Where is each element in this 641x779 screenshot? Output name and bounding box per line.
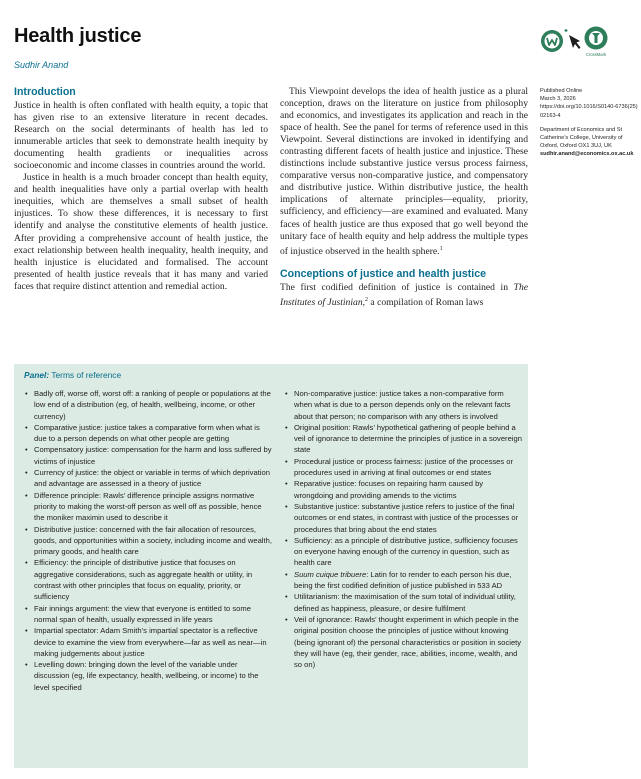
terms-of-reference-panel <box>14 364 528 768</box>
crossmark-label: CrossMark <box>585 52 607 57</box>
doi-link[interactable]: https://doi.org/10.1016/S0140-6736(25)02163-4 <box>540 104 638 119</box>
crossmark-icon[interactable] <box>583 25 609 59</box>
publication-info <box>540 87 638 120</box>
paragraph: Justice in health is a much broader concept than health equity, and health inequalities have only a partial overlap with health inequities, which are themselves a small subset of health injustices. To show these differences, it is necessary to first identify and analyse the constitutive elements of health justice. After providing a comprehensive account of health justice, the exact relationship between health inequality, health inequity, and health injustice is elucidated and formalised. The account presented of health justice reveals that it has many and varied faces that require distinct attention and remedial action. <box>14 172 268 292</box>
published-date: March 3, 2026 <box>540 96 576 103</box>
term-item: • Fair innings argument: the view that everyone is entitled to some normal span of health, usually expressed in life years <box>24 603 272 626</box>
term-item: • Utilitarianism: the maximisation of the sum total of individual utility, defined as happiness, pleasure, or desire fulfilment <box>284 591 524 614</box>
term-item: • Compensatory justice: compensation for the harm and loss suffered by victims of injustice <box>24 444 272 467</box>
article-author: Sudhir Anand <box>14 60 69 70</box>
term-item: • Levelling down: bringing down the level of the variable under discussion (eg, life expectancy, health, wellbeing, or income) to the level specified <box>24 659 272 693</box>
term-item: • Difference principle: Rawls’ difference principle assigns normative priority to making the worst-off person as well off as possible, hence the moniker maximin used to describe it <box>24 490 272 524</box>
term-item: • Substantive justice: substantive justice refers to justice of the final outcomes or end states, in contrast with justice of the processes or procedures that bring about the end states <box>284 501 524 535</box>
sidebar-meta <box>540 87 638 165</box>
term-item: • Original position: Rawls’ hypothetical gathering of people behind a veil of ignorance to determine the principles of justice in a sovereign state <box>284 422 524 456</box>
term-item: • Veil of ignorance: Rawls’ thought experiment in which people in the original position choose the principles of justice without knowing (being ignorant of) the personal characteristics or position in society they will have (eg, their gender, race, abilities, income, wealth, and so on) <box>284 614 524 670</box>
paragraph: The first codified definition of justice is contained in The Institutes of Justinian,$^2$ a compilation of Roman laws <box>280 281 528 309</box>
section-heading-introduction: Introduction <box>14 86 76 98</box>
panel-list-right <box>284 388 524 670</box>
term-item: • Reparative justice: focuses on repairing harm caused by wrongdoing and providing amends to the victims <box>284 478 524 501</box>
term-item: • Procedural justice or process fairness: justice of the processes or procedures used in arriving at final outcomes or end states <box>284 456 524 479</box>
paragraph: Justice in health is often conflated with health equity, a topic that has given rise to an extensive literature in recent decades. Research on the social determinants of health has led to innumerable articles that seek to demonstrate health inequity by documenting health gradients or inequalities across socioeconomic and income classes in countries around the world. <box>14 100 268 172</box>
author-email-link[interactable]: sudhir.anand@economics.ox.ac.uk <box>540 151 634 158</box>
citation-ref[interactable]: 1 <box>439 245 443 252</box>
author-affiliation: Department of Economics and St Catherine’s College, University of Oxford, Oxford OX1 3UJ, UK sudhir.anand@economics.ox.ac.uk <box>540 126 638 159</box>
body-column-left <box>14 86 268 293</box>
panel-list-left <box>24 388 272 693</box>
term-item: • Impartial spectator: Adam Smith’s impartial spectator is a reflective device to examine the view from everywhere—far as well as near—in making judgements about justice <box>24 625 272 659</box>
citation-ref[interactable]: 2 <box>365 296 369 303</box>
term-item: • Comparative justice: justice takes a comparative form when what is due to a person depends on what other people are getting <box>24 422 272 445</box>
term-item: • Distributive justice: concerned with the fair allocation of resources, goods, and opportunities within a society, including income and wealth, primary goods, and health care <box>24 524 272 558</box>
term-item: • Badly off, worse off, worst off: a ranking of people or populations at the low end of a distribution (eg, of health, wellbeing, income, or other currency) <box>24 388 272 422</box>
term-item: • Non-comparative justice: justice takes a non-comparative form when what is due to a person depends only on the relevant facts about that person; no comparison with any others is involved <box>284 388 524 422</box>
published-label: Published Online <box>540 88 583 94</box>
term-item: • Efficiency: the principle of distributive justice that focuses on aggregative considerations, such as aggregate health or utility, in contrast with other principles that focus on equality, priority, or sufficiency <box>24 557 272 602</box>
section-heading-conceptions: Conceptions of justice and health justice <box>280 267 487 280</box>
term-item: • Suum cuique tribuere: Latin for to render to each person his due, being the first codified definition of justice published in 533 AD <box>284 569 524 592</box>
term-item: • Currency of justice: the object or variable in terms of which deprivation and advantage are assessed in a theory of justice <box>24 467 272 490</box>
body-column-right <box>280 86 528 309</box>
paragraph: This Viewpoint develops the idea of health justice as a plural conception, draws on the literature on justice from philosophy and economics, and investigates its application and reach in the space of health. See the panel for terms of reference used in this Viewpoint. Several distinctions are invoked in identifying and contrasting different facets of health justice and injustice. These distinctions include substantive justice versus process fairness, comparative versus non-comparative justice, and compensatory and distributive justice. Within distributive justice, the health implications of alternate principles—equality, priority, sufficiency, and efficiency—are examined and evaluated. Many faces of health justice are thus exposed that go well beyond the unitary face of health equity and help address the multiple types of injustice observed in the health sphere.$^1$ <box>280 86 528 257</box>
article-title: Health justice <box>14 25 142 47</box>
term-item: • Sufficiency: as a principle of distributive justice, sufficiency focuses on everyone having enough of the currency in question, such as health care <box>284 535 524 569</box>
panel-title: Panel: Terms of reference <box>24 370 122 380</box>
